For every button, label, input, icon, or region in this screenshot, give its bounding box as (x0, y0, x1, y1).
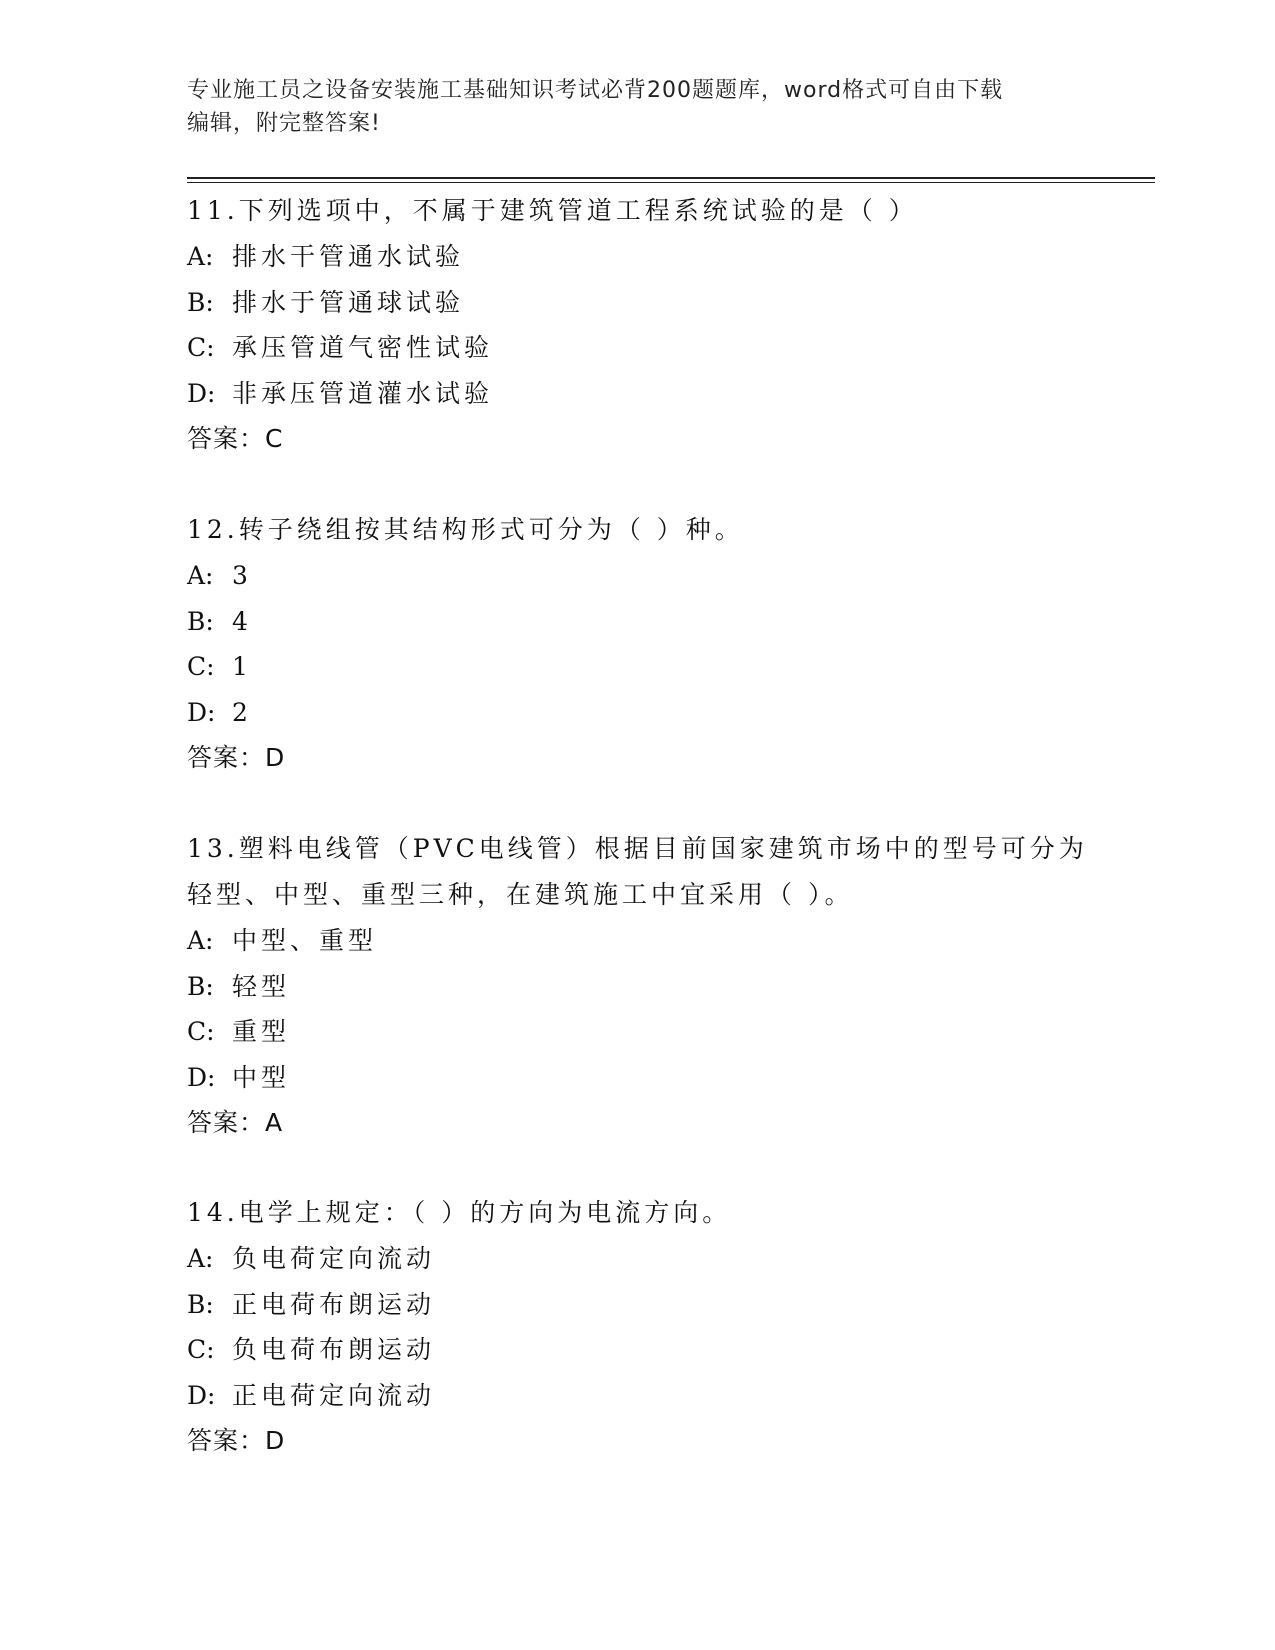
option-key: A: (187, 926, 214, 955)
option-key: C: (187, 1335, 215, 1364)
question-13 (187, 826, 1087, 1146)
option-text: 重型 (232, 1017, 291, 1046)
question-14 (187, 1190, 1087, 1464)
option-text: 正电荷布朗运动 (232, 1289, 436, 1319)
option-c (187, 644, 1087, 690)
question-stem: 11.下列选项中，不属于建筑管道工程系统试验的是（ ） (187, 196, 918, 225)
option-key: C: (187, 1017, 215, 1046)
option-key: B: (187, 287, 214, 317)
header-line-1: 专业施工员之设备安装施工基础知识考试必背200题题库，word格式可自由下载 (187, 78, 1004, 103)
option-c (187, 325, 1087, 371)
option-text: 排水于管通球试验 (232, 287, 465, 317)
option-b (187, 1282, 1087, 1328)
option-b (187, 964, 1087, 1010)
option-text: 负电荷定向流动 (232, 1244, 436, 1273)
header-divider-thick (187, 177, 1155, 179)
option-key: D: (187, 378, 216, 408)
option-text: 2 (232, 697, 252, 727)
question-stem: 12.转子绕组按其结构形式可分为（ ）种。 (187, 515, 744, 544)
option-text: 承压管道气密性试验 (232, 333, 494, 362)
option-key: D: (187, 1380, 216, 1410)
option-text: 负电荷布朗运动 (232, 1335, 436, 1364)
option-key: C: (187, 333, 215, 362)
option-a (187, 234, 1087, 280)
option-d (187, 1055, 1087, 1101)
option-key: C: (187, 652, 215, 681)
option-key: A: (187, 242, 214, 271)
option-key: B: (187, 606, 214, 636)
option-text: 非承压管道灌水试验 (232, 378, 494, 408)
question-stem-line-1: 13.塑料电线管（PVC电线管）根据目前国家建筑市场中的型号可分为 (187, 834, 1088, 863)
option-c (187, 1327, 1087, 1373)
option-b (187, 599, 1087, 645)
question-stem: 14.电学上规定：（ ）的方向为电流方向。 (187, 1198, 732, 1227)
option-key: B: (187, 971, 214, 1001)
option-text: 3 (232, 561, 252, 590)
option-key: D: (187, 1062, 216, 1092)
answer-line: 答案：D (187, 1426, 286, 1455)
option-text: 轻型 (232, 971, 291, 1001)
option-text: 正电荷定向流动 (232, 1380, 436, 1410)
option-d (187, 690, 1087, 736)
option-key: B: (187, 1289, 214, 1319)
option-key: A: (187, 561, 214, 590)
answer-line: 答案：A (187, 1108, 284, 1137)
option-text: 中型、重型 (232, 926, 378, 955)
header-line-2: 编辑，附完整答案! (187, 111, 381, 136)
option-a (187, 918, 1087, 964)
question-11 (187, 188, 1087, 462)
document-header (187, 74, 1067, 140)
option-b (187, 280, 1087, 326)
answer-line: 答案：D (187, 743, 286, 772)
question-12 (187, 507, 1087, 781)
option-d (187, 1373, 1087, 1419)
option-c (187, 1009, 1087, 1055)
question-stem-line-2: 轻型、中型、重型三种，在建筑施工中宜采用（ ）。 (187, 880, 854, 909)
header-divider-thin (187, 182, 1155, 183)
answer-line: 答案：C (187, 424, 284, 453)
option-a (187, 1236, 1087, 1282)
option-text: 中型 (232, 1062, 291, 1092)
option-key: A: (187, 1244, 214, 1273)
option-a (187, 553, 1087, 599)
option-key: D: (187, 697, 216, 727)
option-d (187, 371, 1087, 417)
option-text: 4 (232, 606, 252, 636)
option-text: 排水干管通水试验 (232, 242, 465, 271)
option-text: 1 (232, 652, 252, 681)
